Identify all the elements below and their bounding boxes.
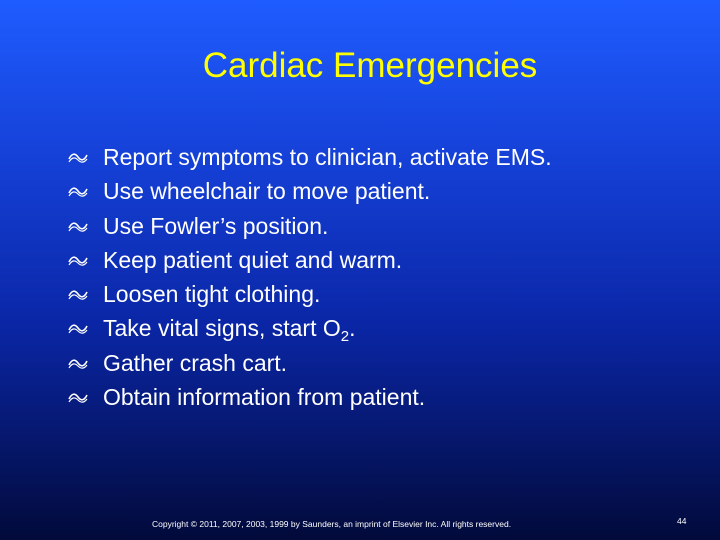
bullet-text: Obtain information from patient.: [103, 384, 426, 411]
wave-bullet-icon: [68, 356, 88, 370]
bullet-text: Report symptoms to clinician, activate EMS.: [103, 144, 552, 170]
bullet-text: Use Fowler’s position.: [103, 212, 329, 239]
wave-bullet-icon: [68, 253, 88, 267]
wave-bullet-icon: [68, 321, 88, 335]
wave-bullet-icon: [68, 287, 88, 301]
wave-bullet-icon: [68, 219, 88, 233]
bullet-suffix-text: .: [349, 315, 356, 342]
wave-bullet-icon: [68, 184, 88, 198]
bullet-text: [103, 311, 355, 349]
wave-bullet-icon: [68, 390, 88, 404]
subscript-text: 2: [340, 328, 350, 346]
bullet-text: Gather crash cart.: [103, 349, 288, 376]
slide-title: Cardiac Emergencies: [202, 46, 538, 85]
page-number: 44: [677, 516, 687, 526]
bullet-main-text: Take vital signs, start O: [103, 315, 341, 342]
bullet-text: Loosen tight clothing.: [103, 281, 321, 308]
wave-bullet-icon: [68, 150, 88, 164]
bullet-text: Use wheelchair to move patient.: [103, 178, 431, 205]
bullet-text: Keep patient quiet and warm.: [103, 246, 403, 273]
copyright-footer: Copyright © 2011, 2007, 2003, 1999 by Saunders, an imprint of Elsevier Inc. All rights reserved.: [152, 519, 512, 529]
